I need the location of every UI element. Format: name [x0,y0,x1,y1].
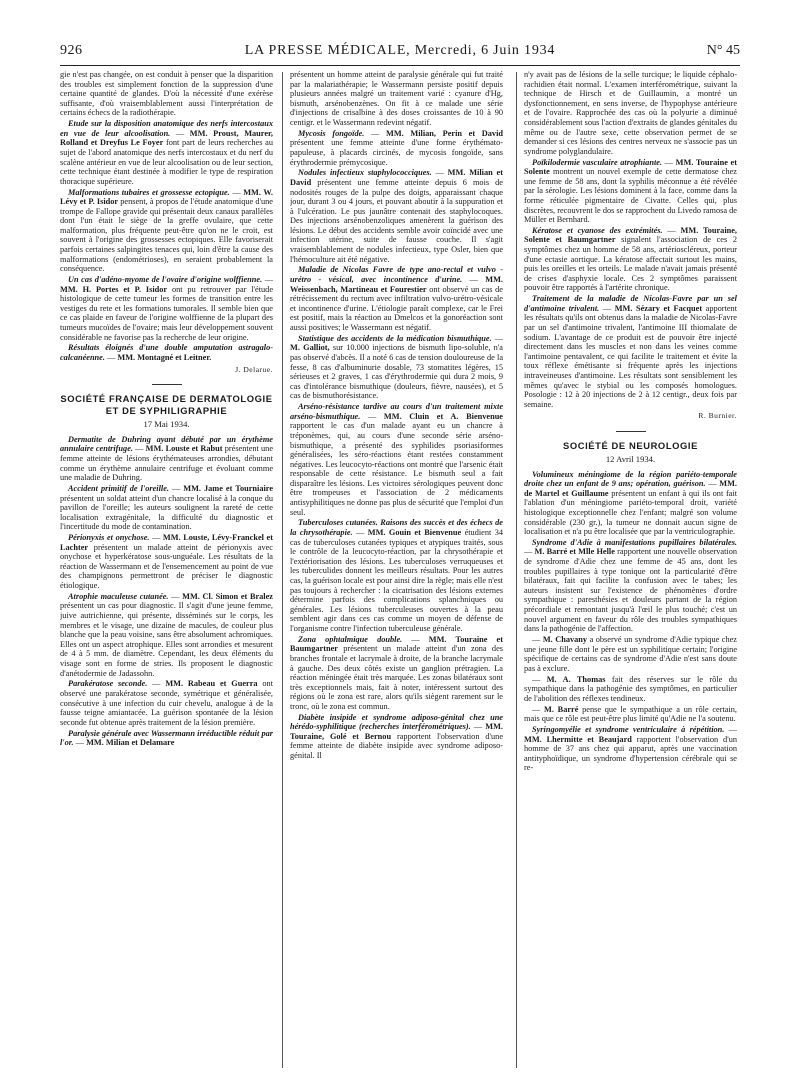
article: Etude sur la disposition anatomique des nerfs intercostaux en vue de leur alcoolisation. — MM. Proust, Maurer, Rolland et Dreyfus Le Foyer font part de leurs recherches au sujet de l'abord anatomique des nerfs intercostaux et du nerf du scalène antérieur en vue de leur alcoolisation ou de leur section, cette technique étant destinée à modifier le type de respiration thoracique supérieure. [60,119,273,186]
article-text: présentent une femme atteinte depuis 6 mois de nodosités rouges de la pulpe des doigts, apparaissant chaque jour, durant 3 ou 4 jours, et pouvant aboutir à la suppuration et à l'ulcération. Le pus jaunâtre contenait des staphylocoques. Des injections arsénobenzoliques amenèrent la guérison des lésions. Le début des accidents semble avoir coïncidé avec une infection utérine, suite de fausse couche. Il s'agit vraisemblablement de nodules infectieux, type Osler, bien que l'hémoculture ait été négative. [290,177,503,264]
article: Périonyxis et onychose. — MM. Louste, Lévy-Franckel et Lachter présentent un malade atteint de périonyxis avec onychose et hyperkératose sous-unguéale. Les résultats de la réaction de Wassermann et de l'ensemencement au point de vue des champignons permettront de préciser le diagnostic étiologique. [60,533,273,591]
authors: MM. Louste, Lévy-Franckel et Lachter [60,533,273,552]
authors: MM. H. Portes et P. Isidor [60,284,168,294]
authors: MM. Milian et Delamare [86,738,175,748]
article-title: Accident primitif de l'oreille. [68,483,169,493]
article-title: Syringomyélie et syndrome ventriculaire à répétition. [532,724,725,734]
article-title: Paralysie générale avec Wassermann irréductible réduit par l'or. [60,728,273,748]
article: Kératose et cyanose des extrémités. — MM. Touraine, Solente et Baumgartner signalent l'association de ces 2 symptômes chez un homme de 58 ans, artérioscléreux, porteur d'une ectasie aortique. La kératose affectait surtout les mains, puis les oreilles et les orteils. Le malade n'avait jamais présenté de crises d'asphyxie locale. Ces 2 symptômes paraissent pouvoir être rapportés à l'artérite chronique. [524,225,737,293]
article: Mycosis fongoïde. — MM. Milian, Perin et David présentent une femme atteinte d'une forme érythémato-papuleuse, à placards circinés, de mycosis fongoïde, sans érythrodermie prémycosique. [290,128,503,167]
authors: MM. Touraine et Solente [524,157,737,177]
article-title: Nodules infectieux staphylococciques. [298,168,432,178]
article-text: rapportent une nouvelle observation de syndrome d'Adie chez une femme de 45 ans, dont les troubles pupillaires à type tonique ont la particularité d'être bilatéraux, fait qui facilite la confusion avec le tabes; les auteurs insistent sur l'existence de phénomènes d'ordre sympathique : paresthésies et douleurs partant de la région précordiale et remontant jusqu'à l'œil le plus touché; c'est un nouvel argument en faveur du rôle des troubles sympathiques dans la pathogénie de l'affection. [524,547,737,634]
authors: MM. Jame et Tourniaire [183,483,273,493]
article-text: font part de leurs recherches au sujet de l'abord anatomique des nerfs intercostaux et du nerf du scalène antérieur en vue de leur alcoolisation ou de leur section, cette technique étant destinée à modifier le type de respiration thoracique supérieure. [60,138,273,186]
article: — M. Chavany a observé un syndrome d'Adie typique chez une jeune fille dont le père est un syphilitique certain; l'origine spécifique de certains cas de syndrome d'Adie n'est sans doute pas à exclure. [524,635,737,673]
article-title: Tuberculoses cutanées. Raisons des succès et des échecs de la chrysothérapie. [290,518,503,538]
article-title: Résultats éloignés d'une double amputation astragalo-calcanéenne. [60,343,273,362]
article: Poïkilodermie vasculaire atrophiante. — MM. Touraine et Solente montrent un nouvel exemple de cette dermatose chez une femme de 58 ans, dont la syphilis méconnue a été révélée par la sérologie. Les lésions dominent à la face, comme dans la forme réticulée pigmentaire de Civatte. Celles qui, plus discrètes, recouvrent le dos se rapprochent du Livedo ramosa de Müller et Bernhard. [524,157,737,225]
running-header [60,43,740,66]
authors: MM. Gouin et Bienvenue [367,528,462,538]
article-title: Mycosis fongoïde. [298,128,365,138]
section-heading: SOCIÉTÉ DE NEUROLOGIE [562,439,698,451]
authors: MM. Sézary et Facquet [614,303,703,313]
article-title: Arséno-résistance tardive au cours d'un traitement mixte arséno-bismuthique. [290,402,503,421]
article: Accident primitif de l'oreille. — MM. Jame et Tourniaire présentent un soldat atteint d'un chancre localisé à la conque du pavillon de l'oreille; les auteurs soulignent la rareté de cette localisation extragénitale, la difficulté du diagnostic et l'incertitude du mode de contamination. [60,483,273,532]
authors: MM. Weissenbach, Martineau et Fourestier [290,275,503,294]
article: Diabète insipide et syndrome adiposo-génital chez une hérédo-syphilitique (recherches interférométriques). — MM. Touraine, Golé et Bernou rapportent l'observation d'une femme atteinte de diabète insipide avec syndrome adiposo-génital. Il [290,712,503,761]
authors: M. Galliot, [290,343,330,353]
article-text: pense que le sympathique a un rôle certain, mais que ce rôle est peut-être plus limité qu'Adie ne l'a soutenu. [524,704,737,724]
article-text: présentent un soldat atteint d'un chancre localisé à la conque du pavillon de l'oreille; les auteurs soulignent la rareté de cette localisation extragénitale, la difficulté du diagnostic et l'incertitude du mode de contamination. [60,493,273,532]
article: Un cas d'adéno-myome de l'ovaire d'origine wolffienne. — MM. H. Portes et P. Isidor ont pu retrouver par l'étude histologique de cette tumeur les formes de transition entre les vestiges du rete et les formations tumorales. Il semble bien que ce cas plaide en faveur de l'origine wolffienne de la plupart des tumeurs mucoïdes de l'ovaire; mais leur développement souvent considérable ne favorise pas la recherche de leur origine. [60,275,273,342]
authors: MM. Milian, Perin et David [386,128,503,138]
authors: M. Chavany [542,635,588,644]
authors: MM. Cl. Simon et Bralez [182,591,273,601]
article: Résultats éloignés d'une double amputation astragalo-calcanéenne. — MM. Montagné et Leitner. [60,343,273,362]
article-title: Volumineux méningiome de la région pariéto-temporale droite chez un enfant de 9 ans; opération, guérison. [524,469,737,489]
article-text: présentent un malade atteint de périonyxis avec onychose et hyperkératose sous-unguéale. Les résultats de la réaction de Wassermann et de l'ensemencement au point de vue des champignons permettront de préciser le diagnostic étiologique. [60,542,273,591]
authors: M. Barré et Mlle Helle [534,547,615,557]
signature: R. Burnier. [698,411,737,421]
article: Arséno-résistance tardive au cours d'un traitement mixte arséno-bismuthique. — MM. Cluin et A. Bienvenue rapportent le cas d'un malade ayant eu un chancre à tréponèmes, qui, au cours d'une seconde série arséno-bismuthique, a présenté des syphilides psoriasiformes généralisées, les séro-réactions étant restées constamment négatives. Les leucocyto-réactions ont montré que l'arsenic était responsable de cette résistance. Le bismuth seul a fait disparaître les lésions. Les victoires sérologiques peuvent donc être trompeuses et l'association de 2 médicaments antisyphilitiques ne donne pas plus de sécurité que l'emploi d'un seul. [290,402,503,517]
section-date: 17 Mai 1934. [143,419,190,430]
article: — M. Barré pense que le sympathique a un rôle certain, mais que ce rôle est peut-être plus limité qu'Adie ne l'a soutenu. [524,704,737,724]
authors: MM. Louste et Rabut [145,444,223,454]
article: Statistique des accidents de la médication bismuthique. — M. Galliot, sur 10.000 injections de bismuth lipo-soluble, n'a pas observé d'abcès. Il a noté 6 cas de tension douloureuse de la fesse, 8 cas d'albuminurie dosable, 73 stomatites légères, 15 sérieuses et 2 graves, 1 cas d'érythrodermie qui dura 2 mois, 9 cas d'intolérance bismuthique (douleurs, fièvre, nausées), et 5 cas de bismuthorésistance. [290,333,503,401]
article-text: présentent une femme atteinte de lésions érythémateuses arrondies, débutant comme un érythème annulaire centrifuge et évoluant comme une maladie de Duhring. [60,444,273,483]
authors: MM. de Martel et Guillaume [524,479,737,498]
article-title: Diabète insipide et syndrome adiposo-génital chez une hérédo-syphilitique (recherches interférométriques). [290,712,503,732]
article-title: Un cas d'adéno-myome de l'ovaire d'origine wolffienne. [68,275,263,285]
article-text: ont observé une parakératose seconde, symétrique et généralisée, consécutive à une infection du cuir chevelu, analogue à de la fausse teigne amiantacée. La guérison spontanée de la lésion seconde fut obtenue après traitement de la lésion première. [60,679,273,727]
article-text: présentent une femme atteinte d'une forme érythémato-papuleuse, à placards circinés, de mycosis fongoïde, sans érythrodermie prémycosique. [290,138,503,167]
article: Volumineux méningiome de la région pariéto-temporale droite chez un enfant de 9 ans; opération, guérison. — MM. de Martel et Guillaume présentent un enfant à qui ils ont fait l'ablation d'un méningiome pariéto-temporal droit, variété histologique exceptionnelle chez l'enfant; malgré son volume considérable (230 gr.), la tumeur ne donnait aucun signe de localisation et n'a pu être localisée que par la ventriculographie. [524,469,737,537]
article-title: Atrophie maculeuse cutanée. [68,591,169,601]
article-title: Poïkilodermie vasculaire atrophiante. [532,157,663,167]
article-title: Statistique des accidents de la médication bismuthique. [298,333,492,343]
article: Nodules infectieux staphylococciques. — MM. Milian et David présentent une femme atteinte depuis 6 mois de nodosités rouges de la pulpe des doigts, apparaissant chaque jour, durant 3 ou 4 jours, et pouvant aboutir à la suppuration et à l'ulcération. Le pus jaunâtre contenait des staphylocoques. Des injections arsénobenzoliques amenèrent la guérison des lésions. Le début des accidents semble avoir coïncidé avec une infection utérine, suite de fausse couche. Il s'agit vraisemblablement de nodules infectieux, type Osler, bien que l'hémoculture ait été négative. [290,168,503,264]
section-date: 12 Avril 1934. [605,453,656,464]
article-text: sur 10.000 injections de bismuth lipo-soluble, n'a pas observé d'abcès. Il a noté 6 cas de tension douloureuse de la fesse, 8 cas d'albuminurie dosable, 73 stomatites légères, 15 sérieuses et 2 graves, 1 cas d'érythrodermie qui dura 2 mois, 9 cas d'intolérance bismuthique (douleurs, fièvre, nausées), et 5 cas de bismuthorésistance. [290,343,503,401]
authors: MM. W. Lévy et P. Isidor [60,187,273,207]
authors: MM. Montagné et Leitner. [117,352,212,362]
article: Malformations tubaires et grossesse ectopique. — MM. W. Lévy et P. Isidor pensent, à propos de l'étude anatomique d'une trompe de Fallope gravide qui présentait deux canaux parallèles dont l'un était le siège de la greffe ovulaire, que cette malformation, plus fréquente peut-être qu'on ne le croit, est souvent à l'origine des grossesses ectopiques. Elle favoriserait parfois certaines salpingites tenaces qui, loin d'être la cause des malformations (endométrioses), en seraient probablement la conséquence. [60,187,273,274]
article-title: Syndrome d'Adie à manifestations pupillaires bilatérales. [532,537,737,547]
article-title: Maladie de Nicolas Favre de type ano-rectal et vulvo - urétro - vésical, avec incontinence d'urine. [290,265,503,285]
authors: MM. Lhermitte et Beaujard [524,734,632,744]
article-text: rapportent l'observation d'un homme de 37 ans chez qui apparut, après une vaccination antityphoïdique, un syndrome d'hypertension cérébrale qui se re- [524,734,737,773]
article-title: Dermatite de Duhring ayant débuté par un érythème annulaire centrifuge. [60,434,273,454]
article: Parakératose seconde. — MM. Rabeau et Guerra ont observé une parakératose seconde, symétrique et généralisée, consécutive à une infection du cuir chevelu, analogue à de la fausse teigne amiantacée. La guérison spontanée de la lésion seconde fut obtenue après traitement de la lésion première. [60,679,273,727]
article-text: ont pu retrouver par l'étude histologique de cette tumeur les formes de transition entre les vestiges du rete et les formations tumorales. Il semble bien que ce cas plaide en faveur de l'origine wolffienne de la plupart des tumeurs mucoïdes de l'ovaire; mais leur développement souvent considérable ne favorise pas la recherche de leur origine. [60,284,273,342]
article-text: présentent un malade atteint d'un zona des branches frontale et lacrymale à droite, de la branche lacrymale à gauche. Des deux côtés existe un ganglion prétragien. La réaction méningée était très marquée. Les zonas bilatéraux sont très exceptionnels mais, fait à noter, intéressent surtout des régions où le zona est rare, alors qu'ils siègent rarement sur le tronc, où le zona est commun. [290,644,503,711]
article: Syndrome d'Adie à manifestations pupillaires bilatérales. — M. Barré et Mlle Helle rapportent une nouvelle observation de syndrome d'Adie chez une femme de 45 ans, dont les troubles pupillaires à type tonique ont la particularité d'être bilatéraux, fait qui facilite la confusion avec le tabes; les auteurs insistent sur l'existence de phénomènes d'ordre sympathique : paresthésies et douleurs partant de la région précordiale et remontant jusqu'à l'œil le plus touché; c'est un nouvel argument en faveur du rôle des troubles sympathiques dans la pathogénie de l'affection. [524,537,737,634]
divider [152,384,182,385]
article-text: montrent un nouvel exemple de cette dermatose chez une femme de 58 ans, dont la syphilis méconnue a été révélée par la sérologie. Les lésions dominent à la face, comme dans la forme réticulée pigmentaire de Civatte. Celles qui, plus discrètes, recouvrent le dos se rapprochent du Livedo ramosa de Müller et Bernhard. [524,167,737,225]
authors: M. A. Thomas [546,674,606,684]
article-title: Etude sur la disposition anatomique des nerfs intercostaux en vue de leur alcoolisation. [60,119,273,138]
page-number: 926 [60,43,83,58]
paragraph: gie n'est pas changée, on est conduit à penser que la disparition des troubles est simplement fonction de la suppression d'une certaine quantité de glandes. D'où la nécessité d'une exérèse suffisante, d'où vraisemblablement aussi l'interprétation de certains échecs de la radiothérapie. [60,70,273,118]
article: Traitement de la maladie de Nicolas-Favre par un sel d'antimoine trivalent. — MM. Sézary et Facquet apportent les résultats qu'ils ont obtenus dans la maladie de Nicolas-Favre par un sel d'antimoine trivalent, l'antimoine III thiomalate de sodium. L'avantage de ce produit est de pouvoir être injecté directement dans les muscles et non dans les veines comme l'antimoine pentavalent, ce qui facilite le traitement et évite la toux réflexe émétisante si fréquente après les injections intraveineuses d'antimoine. Les résultats sont sensiblement les mêmes qu'avec le stybial ou les composés homologues. Posologie : 12 à 20 injections de 2 à 12 centigr., deux fois par semaine. [524,294,737,409]
section-heading: SOCIÉTÉ FRANÇAISE DE DERMATOLOGIE ET DE SYPHILIGRAPHIE [60,393,273,417]
article-text: signalent l'association de ces 2 symptômes chez un homme de 58 ans, artérioscléreux, porteur d'une ectasie aortique. La kératose affectait surtout les mains, puis les oreilles et les orteils. Le malade n'avait jamais présenté de crises d'asphyxie locale. Ces 2 symptômes paraissent pouvoir être rapportés à l'artérite chronique. [524,235,737,293]
authors: MM. Touraine, Golé et Bernou [290,722,503,741]
authors: MM. Cluin et A. Bienvenue [383,411,503,421]
article-text: rapportent le cas d'un malade ayant eu un chancre à tréponèmes, qui, au cours d'une seconde série arséno-bismuthique, a présenté des syphilides psoriasiformes généralisées, les séro-réactions étant restées constamment négatives. Les leucocyto-réactions ont montré que l'arsenic était responsable de cette résistance. Le bismuth seul a fait disparaître les lésions. Les victoires sérologiques peuvent donc être trompeuses et l'association de 2 médicaments antisyphilitiques ne donne pas plus de sécurité que l'emploi d'un seul. [290,421,503,517]
article: Syringomyélie et syndrome ventriculaire à répétition. — MM. Lhermitte et Beaujard rapportent l'observation d'un homme de 37 ans chez qui apparut, après une vaccination antityphoïdique, un syndrome d'hypertension cérébrale qui se re- [524,724,737,773]
column-2 [290,70,503,1070]
article: Tuberculoses cutanées. Raisons des succès et des échecs de la chrysothérapie. — MM. Gouin et Bienvenue étudient 34 cas de tuberculoses cutanées typiques et atypiques traités, sous le contrôle de la leucocyto-réaction, par la chrysothérapie et l'extériorisation des lésions. Les tuberculoses verruqueuses et les tuberculides donnent les meilleurs résultats. Pour les autres cas, la guérison locale est pour ainsi dire la règle; mais elle n'est pas toujours à rechercher : la cicatrisation des lésions externes détermine parfois des complications splanchniques ou générales. Les lésions tuberculeuses ouvertes à la peau semblent agir dans ces cas comme un moyen de défense de l'organisme contre l'infection tuberculeuse générale. [290,518,503,633]
article-text: apportent les résultats qu'ils ont obtenus dans la maladie de Nicolas-Favre par un sel d'antimoine trivalent, l'antimoine III thiomalate de sodium. L'avantage de ce produit est de pouvoir être injecté directement dans les muscles et non dans les veines comme l'antimoine pentavalent, ce qui facilite le traitement et évite la toux réflexe émétisante si fréquente après les injections intraveineuses d'antimoine. Les résultats sont sensiblement les mêmes qu'avec le stybial ou les composés homologues. Posologie : 12 à 20 injections de 2 à 12 centigr., deux fois par semaine. [524,303,737,409]
article-title: Traitement de la maladie de Nicolas-Favre par un sel d'antimoine trivalent. [524,294,737,313]
article-text: pensent, à propos de l'étude anatomique d'une trompe de Fallope gravide qui présentait deux canaux parallèles dont l'un était le siège de la greffe ovulaire, que cette malformation, plus fréquente peut-être qu'on ne le croit, est souvent à l'origine des grossesses ectopiques. Elle favoriserait parfois certaines salpingites tenaces qui, loin d'être la cause des malformations (endométrioses), en seraient probablement la conséquence. [60,197,273,274]
article-title: Malformations tubaires et grossesse ectopique. [68,187,230,197]
article-text: a observé un syndrome d'Adie typique chez une jeune fille dont le père est un syphilitique certain; l'origine spécifique de certains cas de syndrome d'Adie n'est sans doute pas à exclure. [524,635,737,673]
article: Zona ophtalmique double. — MM. Touraine et Baumgartner présentent un malade atteint d'un zona des branches frontale et lacrymale à droite, de la branche lacrymale à gauche. Des deux côtés existe un ganglion prétragien. La réaction méningée était très marquée. Les zonas bilatéraux sont très exceptionnels mais, fait à noter, intéressent surtout des régions où le zona est rare, alors qu'ils siègent rarement sur le tronc, où le zona est commun. [290,634,503,711]
article: Maladie de Nicolas Favre de type ano-rectal et vulvo - urétro - vésical, avec incontinence d'urine. — MM. Weissenbach, Martineau et Fourestier ont observé un cas de rétrécissement du rectum avec infiltration vulvo-urétro-vésicale et incontinence d'urine. L'étiologie paraît complexe, car le Frei est positif, mais la réaction au Dmelcos et la gonoréaction sont aussi positives; le Wassermann est négatif. [290,265,503,332]
article-title: Parakératose seconde. [68,679,148,689]
paragraph: présentent un homme atteint de paralysie générale qui fut traité par la malariathérapie; le Wassermann persiste positif depuis plusieurs années malgré un traitement varié : cyanure d'Hg, bismuth, arsénobenzènes. On fit à ce malade une série d'injections de crisalbine à des doses croissantes de 10 à 90 centigr. et le Wassermann redevint négatif. [290,70,503,127]
column-rule [282,72,283,1068]
authors: MM. Rabeau et Guerra [165,679,258,689]
column-1 [60,70,273,1070]
article: Dermatite de Duhring ayant débuté par un érythème annulaire centrifuge. — MM. Louste et Rabut présentent une femme atteinte de lésions érythémateuses arrondies, débutant comme un érythème annulaire centrifuge et évoluant comme une maladie de Duhring. [60,434,273,483]
article: — M. A. Thomas fait des réserves sur le rôle du sympathique dans la pathogénie des symptômes, en particulier de l'abolition des réflexes tendineux. [524,674,737,703]
article-title: Périonyxis et onychose. [68,533,150,543]
column-3 [524,70,737,1070]
paragraph: n'y avait pas de lésions de la selle turcique; le liquide céphalo-rachidien était normal. L'examen interférométrique, suivant la technique de Hirsch et de Guillaumin, a montré un dysfonctionnement, en sens inverse, de l'hypophyse antérieure et de l'ovaire. Rapprochée des cas où la polyurie a diminué considérablement sous l'action d'extraits de glandes génitales du même ou de l'autre sexe, cette observation permet de se demander si ces lésions des centres nerveux ne s'associe pas un syndrome polyglandulaire. [524,70,737,156]
article-text: présentent un cas pour diagnostic. Il s'agit d'une jeune femme, juive autrichienne, qui présente, disséminés sur le corps, les membres et le visage, une dizaine de macules, de couleur plus blanche que la peau voisine, sans être absolument achromiques. Elles ont un aspect atrophique. Elles sont arrondies et mesurent de 4 à 5 mm. de diamètre. Cependant, les deux éléments du visage sont en forme de stries. Ils proposent le diagnostic d'anétodermie de Jadassohn. [60,601,273,678]
divider [616,431,646,432]
authors: MM. Touraine et Baumgartner [290,634,503,654]
article: Atrophie maculeuse cutanée. — MM. Cl. Simon et Bralez présentent un cas pour diagnostic. Il s'agit d'une jeune femme, juive autrichienne, qui présente, disséminés sur le corps, les membres et le visage, une dizaine de macules, de couleur plus blanche que la peau voisine, sans être absolument achromiques. Elles ont un aspect atrophique. Elles sont arrondies et mesurent de 4 à 5 mm. de diamètre. Cependant, les deux éléments du visage sont en forme de stries. Ils proposent le diagnostic d'anétodermie de Jadassohn. [60,591,273,678]
authors: MM. Touraine, Solente et Baumgartner [524,225,737,245]
article: Paralysie générale avec Wassermann irréductible réduit par l'or. — MM. Milian et Delamare [60,728,273,748]
article-text: fait des réserves sur le rôle du sympathique dans la pathogénie des symptômes, en particulier de l'abolition des réflexes tendineux. [524,674,737,703]
article-text: présentent un enfant à qui ils ont fait l'ablation d'un méningiome pariéto-temporal droit, variété histologique exceptionnelle chez l'enfant; malgré son volume considérable (230 gr.), la tumeur ne donnait aucun signe de localisation et n'a pu être localisée que par la ventriculographie. [524,488,737,537]
column-rule [516,72,517,1068]
authors: M. Barré [544,704,579,714]
issue-number: N° 45 [706,43,740,58]
article-text: étudient 34 cas de tuberculoses cutanées typiques et atypiques traités, sous le contrôle de la leucocyto-réaction, par la chrysothérapie et l'extériorisation des lésions. Les tuberculoses verruqueuses et les tuberculides donnent les meilleurs résultats. Pour les autres cas, la guérison locale est pour ainsi dire la règle; mais elle n'est pas toujours à rechercher : la cicatrisation des lésions externes détermine parfois des complications splanchniques ou générales. Les lésions tuberculeuses ouvertes à la peau semblent agir dans ces cas comme un moyen de défense de l'organisme contre l'infection tuberculeuse générale. [290,528,503,633]
article-title: Kératose et cyanose des extrémités. [532,225,663,235]
authors: MM. Proust, Maurer, Rolland et Dreyfus Le Foyer [60,128,273,148]
signature: J. Delarue. [235,364,273,374]
article-text: ont observé un cas de rétrécissement du rectum avec infiltration vulvo-urétro-vésicale et incontinence d'urine. L'étiologie paraît complexe, car le Frei est positif, mais la réaction au Dmelcos et la gonoréaction sont aussi positives; le Wassermann est négatif. [290,284,503,332]
article-title: Zona ophtalmique double. [298,634,403,644]
article-text: rapportent l'observation d'une femme atteinte de diabète insipide avec syndrome adiposo-génital. Il [290,731,503,761]
authors: MM. Milian et David [290,168,503,187]
journal-title: LA PRESSE MÉDICALE, Mercredi, 6 Juin 1934 [244,43,556,58]
